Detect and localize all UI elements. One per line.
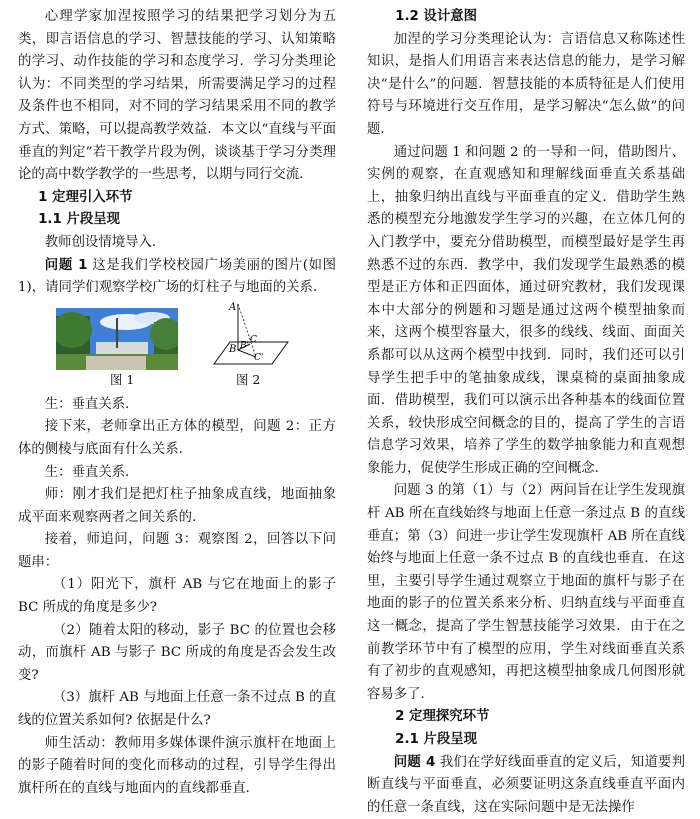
section-heading-2: 2 定理探究环节 bbox=[395, 709, 490, 725]
student-answer-2: 生：垂直关系． bbox=[44, 464, 139, 480]
figure-2-caption: 图 2 bbox=[236, 371, 261, 387]
label-B: B bbox=[229, 343, 237, 355]
teacher-setup: 教师创设情境导入． bbox=[44, 234, 166, 250]
campus-square-photo bbox=[56, 308, 178, 370]
label-B-prime: B' bbox=[240, 340, 250, 351]
paragraph-question-2: 接下来，老师拿出正方体的模型，问题 2：正方体的侧棱与底面有什么关系． bbox=[18, 419, 336, 457]
label-A: A bbox=[229, 301, 237, 313]
question-1-text: 这是我们学校校园广场美丽的图片(如图 1)，请同学们观察学校广场的灯柱子与地面的关系． bbox=[18, 257, 336, 296]
student-answer-1: 生：垂直关系． bbox=[44, 396, 139, 412]
subsection-heading-2-1: 2.1 片段呈现 bbox=[395, 732, 478, 747]
section-heading-1: 1 定理引入环节 bbox=[38, 189, 133, 205]
right-column bbox=[367, 6, 685, 819]
teacher-student-activity: 师生活动：教师用多媒体课件演示旗杆在地面上的影子随着时间的变化而移动的过程，引导学生得出旗杆所在的直线与地面内的直线都垂直． bbox=[18, 735, 336, 796]
figures bbox=[18, 301, 336, 394]
design-paragraph-2: 通过问题 1 和问题 2 的一导和一问，借助图片、实例的观察，在直观感知和理解线面垂直关系基础上，抽象归纳出直线与平面垂直的定义．借助学生熟悉的模型充分地激发学生学习的兴趣，在立体几何的入门教学中，要充分借助模型，而模型最好是学生再熟悉不过的东西．教学中，我们发现学生最熟悉的模型是正方体和正四面体，通过研究教材，我们发现课本中大部分的例题和习题是通过这两个模型抽象而来，这两个模型容量大，很多的线线、线面、面面关系都可以从这两个模型中找到．同时，我们还可以引导学生把手中的笔抽象成线，课桌椅的桌面抽象成面．借助模型，我们可以演示出各种基本的线面位置关系，较快形成空间概念的目的，提高了学生的言语信息学习效果，培养了学生的数学抽象能力和直观想象能力，促使学生形成正确的空间概念． bbox=[367, 144, 685, 476]
teacher-summary: 师：刚才我们是把灯柱子抽象成直线，地面抽象成平面来观察两者之间关系的． bbox=[18, 487, 336, 525]
subsection-heading-1-2: 1.2 设计意图 bbox=[395, 9, 478, 24]
label-C-prime: C' bbox=[254, 352, 264, 363]
question-1 bbox=[18, 255, 336, 300]
figure-1-caption: 图 1 bbox=[110, 371, 135, 387]
question-4-label: 问题 4 bbox=[393, 754, 436, 770]
question-3-part-3: （3）旗杆 AB 与地面上任意一条不过点 B 的直线的位置关系如何? 依据是什么? bbox=[18, 690, 336, 729]
question-4 bbox=[367, 752, 685, 819]
left-column bbox=[18, 6, 336, 800]
design-paragraph-3: 问题 3 的第（1）与（2）两问旨在让学生发现旗杆 AB 所在直线始终与地面上任意一条过点 B 的直线垂直；第（3）问进一步让学生发现旗杆 AB 所在直线始终与地面上任意一条不过点 B 的直线也垂直．在这里，主要引导学生通过观察立于地面的旗杆与影子在地面的影子的位置关系来分析、归纳直线与平面垂直这一概念，提高了学生智慧技能学习效果．由于在之前教学环节中有了模型的应用，学生对线面垂直关系有了初步的直观感知，再把这模型抽象成几何图形就容易多了． bbox=[367, 483, 685, 702]
design-paragraph-1: 加涅的学习分类理论认为：言语信息又称陈述性知识，是指人们用语言来表达信息的能力，是学习解决“是什么”的问题．智慧技能的本质特征是人们使用符号与环境进行交互作用，是学习解决“怎么做”的问题． bbox=[367, 31, 685, 137]
intro-paragraph: 心理学家加涅按照学习的结果把学习划分为五类，即言语信息的学习、智慧技能的学习、认知策略的学习、动作技能的学习和态度学习．学习分类理论认为：不同类型的学习结果，所需要满足学习的过程及条件也不相同，对不同的学习结果采用不同的教学方式、策略，可以提高教学效益．本文以“直线与平面垂直的判定”若干教学片段为例，谈谈基于学习分类理论的高中数学教学的一些思考，以期与同行交流． bbox=[18, 9, 336, 183]
question-3-part-1: （1）阳光下，旗杆 AB 与它在地面上的影子 BC 所成的角度是多少? bbox=[18, 577, 336, 616]
question-3-part-2: （2）随着太阳的移动，影子 BC 的位置也会移动，而旗杆 AB 与影子 BC 所成的角度是否会发生改变? bbox=[18, 622, 336, 683]
question-4-text: 我们在学好线面垂直的定义后，知道要判断直线与平面垂直，必须要证明这条直线垂直平面内的任意一条直线，这在实际问题中是无法操作 bbox=[367, 754, 685, 815]
flagpole-diagram bbox=[194, 300, 290, 370]
question-1-label: 问题 1 bbox=[44, 257, 88, 273]
label-C: C bbox=[250, 334, 257, 345]
question-3-intro: 接着，师追问，问题 3：观察图 2，回答以下问题串： bbox=[18, 532, 336, 570]
subsection-heading-1-1: 1.1 片段呈现 bbox=[38, 212, 121, 228]
